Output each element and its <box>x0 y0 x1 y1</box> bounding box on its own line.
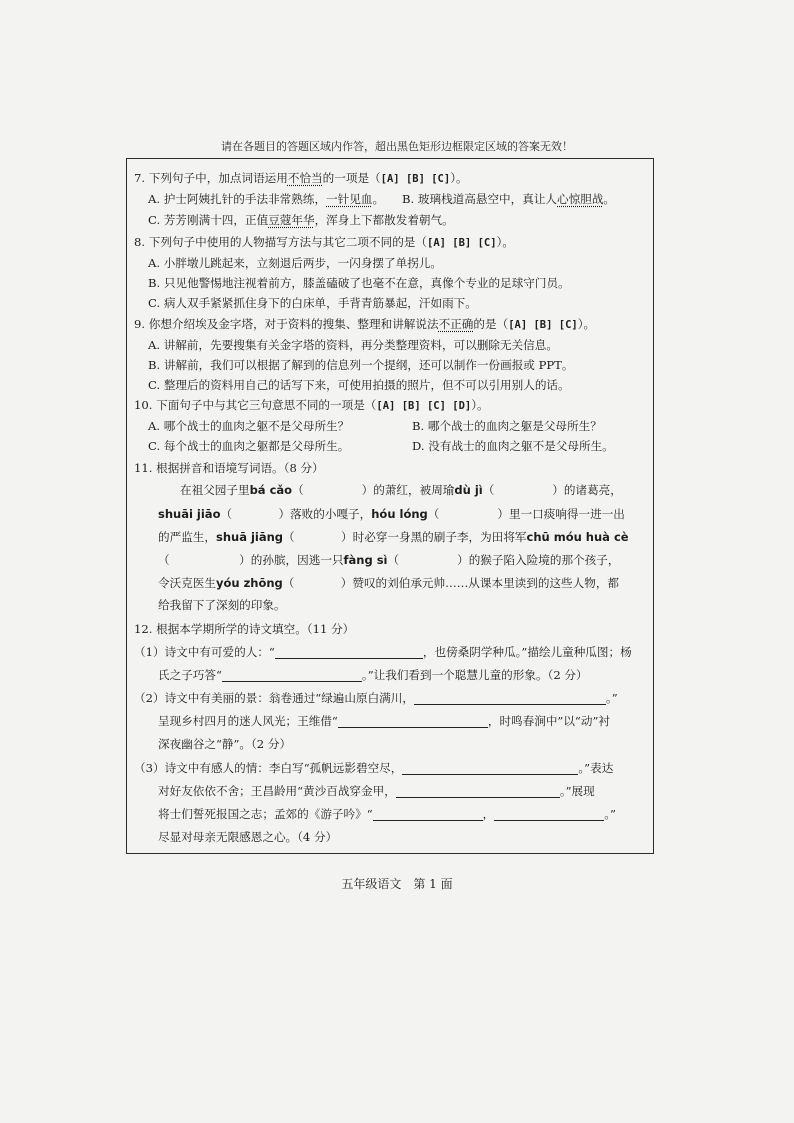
answer-blank[interactable]: （ ） <box>292 483 374 497</box>
q8-stem: 8. 下列句子中使用的人物描写方法与其它二项不同的是（[A] [B] [C]）。 <box>134 235 514 249</box>
q12-part-1b: 氏之子巧答“ 。”让我们看到一个聪慧儿童的形象。（2 分） <box>158 668 588 682</box>
q12-part-2a: （2）诗文中有美丽的景：翁卷通过“绿遍山原白满川， 。” <box>134 691 618 705</box>
answer-blank[interactable] <box>494 808 604 821</box>
q11-line-1: 在祖父园子里bá cǎo（ ）的萧红，被周瑜dù jì（ ）的诸葛亮， <box>180 483 622 497</box>
answer-area-notice: 请在各题目的答题区域内作答，超出黑色矩形边框限定区域的答案无效！ <box>221 140 573 153</box>
answer-blank[interactable]: （ ） <box>387 553 469 567</box>
q9-option-b: B. 讲解前，我们可以根据了解到的信息列一个提纲，还可以制作一份画报或 PPT。 <box>148 358 574 372</box>
q7-option-b: B. 玻璃栈道高悬空中，真让人心惊胆战。 <box>402 192 616 206</box>
q7-option-a: A. 护士阿姨扎针的手法非常熟练，一针见血。 <box>148 192 385 206</box>
answer-blank[interactable]: （ ） <box>158 553 251 567</box>
q12-part-1a: （1）诗文中有可爱的人：“ ，也傍桑阴学种瓜。”描绘儿童种瓜图；杨 <box>134 645 632 659</box>
q11-line-4: （ ）的孙膑，因逃一只fàng sì（ ）的猴子陷入险境的那个孩子， <box>158 553 620 567</box>
q11-line-5: 令沃克医生yóu zhōng（ ）赞叹的刘伯承元帅……从课本里读到的这些人物，都 <box>158 576 620 590</box>
q9-option-c: C. 整理后的资料用自己的话写下来，可使用拍摄的照片，但不可以引用别人的话。 <box>148 378 570 392</box>
q9-choices[interactable]: [A] [B] [C] <box>508 319 578 331</box>
q8-option-b: B. 只见他警惕地注视着前方，膝盖磕破了也毫不在意，真像个专业的足球守门员。 <box>148 276 570 290</box>
answer-blank[interactable]: （ ） <box>427 507 509 521</box>
q10-choices[interactable]: [A] [B] [C] [D] <box>376 400 472 412</box>
answer-blank[interactable] <box>275 646 423 659</box>
answer-blank[interactable] <box>402 762 578 775</box>
q7-stem: 7. 下列句子中，加点词语运用不恰当的一项是（[A] [B] [C]）。 <box>134 171 468 185</box>
q10-option-a: A. 哪个战士的血肉之躯不是父母所生？ <box>148 419 350 433</box>
answer-blank[interactable] <box>338 715 488 728</box>
q12-part-2b: 呈现乡村四月的迷人风光；王维借“ ，时鸣春涧中”以“动”衬 <box>158 714 610 728</box>
answer-blank[interactable]: （ ） <box>283 530 353 544</box>
answer-blank[interactable]: （ ） <box>220 507 291 521</box>
q11-line-3: 的严监生，shuā jiāng（ ）时必穿一身黑的刷子李，为田将军chū móu huà cè <box>158 530 629 544</box>
q8-option-a: A. 小胖墩儿跳起来，立刻退后两步，一闪身摆了单拐儿。 <box>148 256 442 270</box>
q7-option-c: C. 芳芳刚满十四，正值豆蔻年华，浑身上下都散发着朝气。 <box>148 213 454 227</box>
answer-blank[interactable] <box>396 785 560 798</box>
q12-part-3d: 尽显对母亲无限感恩之心。（4 分） <box>158 830 338 844</box>
q11-line-6: 给我留下了深刻的印象。 <box>158 598 286 612</box>
q10-option-b: B. 哪个战士的血肉之躯是父母所生？ <box>412 419 602 433</box>
answer-blank[interactable] <box>222 669 362 682</box>
q12-part-3c: 将士们誓死报国之志；孟郊的《游子吟》“ ， 。” <box>158 807 616 821</box>
q8-option-c: C. 病人双手紧紧抓住身下的白床单，手背青筋暴起，汗如雨下。 <box>148 296 477 310</box>
page-footer: 五年级语文 第 1 面 <box>341 877 453 891</box>
answer-blank[interactable] <box>373 808 483 821</box>
q12-part-3b: 对好友依依不舍；王昌龄用“黄沙百战穿金甲， 。”展现 <box>158 784 595 798</box>
answer-blank[interactable] <box>414 692 606 705</box>
q12-part-3a: （3）诗文中有感人的情：李白写“孤帆远影碧空尽， 。”表达 <box>134 761 614 775</box>
q11-line-2: shuāi jiāo（ ）落败的小嘎子，hóu lóng（ ）里一口痰响得一进一出 <box>158 507 625 521</box>
q9-option-a: A. 讲解前，先要搜集有关金字塔的资料，再分类整理资料，可以删除无关信息。 <box>148 338 558 352</box>
q12-part-2c: 深夜幽谷之“静”。（2 分） <box>158 737 292 751</box>
q11-stem: 11. 根据拼音和语境写词语。（8 分） <box>134 461 324 475</box>
answer-blank[interactable]: （ ） <box>482 483 564 497</box>
q12-stem: 12. 根据本学期所学的诗文填空。（11 分） <box>134 622 355 636</box>
q9-stem: 9. 你想介绍埃及金字塔，对于资料的搜集、整理和讲解说法不正确的是（[A] [B] [C]）。 <box>134 317 596 331</box>
q10-stem: 10. 下面句子中与其它三句意思不同的一项是（[A] [B] [C] [D]）。 <box>134 398 489 412</box>
q7-choices[interactable]: [A] [B] [C] <box>380 173 451 185</box>
answer-blank[interactable]: （ ） <box>282 576 353 590</box>
q8-choices[interactable]: [A] [B] [C] <box>427 237 497 249</box>
q10-option-d: D. 没有战士的血肉之躯不是父母所生。 <box>412 439 614 453</box>
q10-option-c: C. 每个战士的血肉之躯都是父母所生。 <box>148 439 350 453</box>
